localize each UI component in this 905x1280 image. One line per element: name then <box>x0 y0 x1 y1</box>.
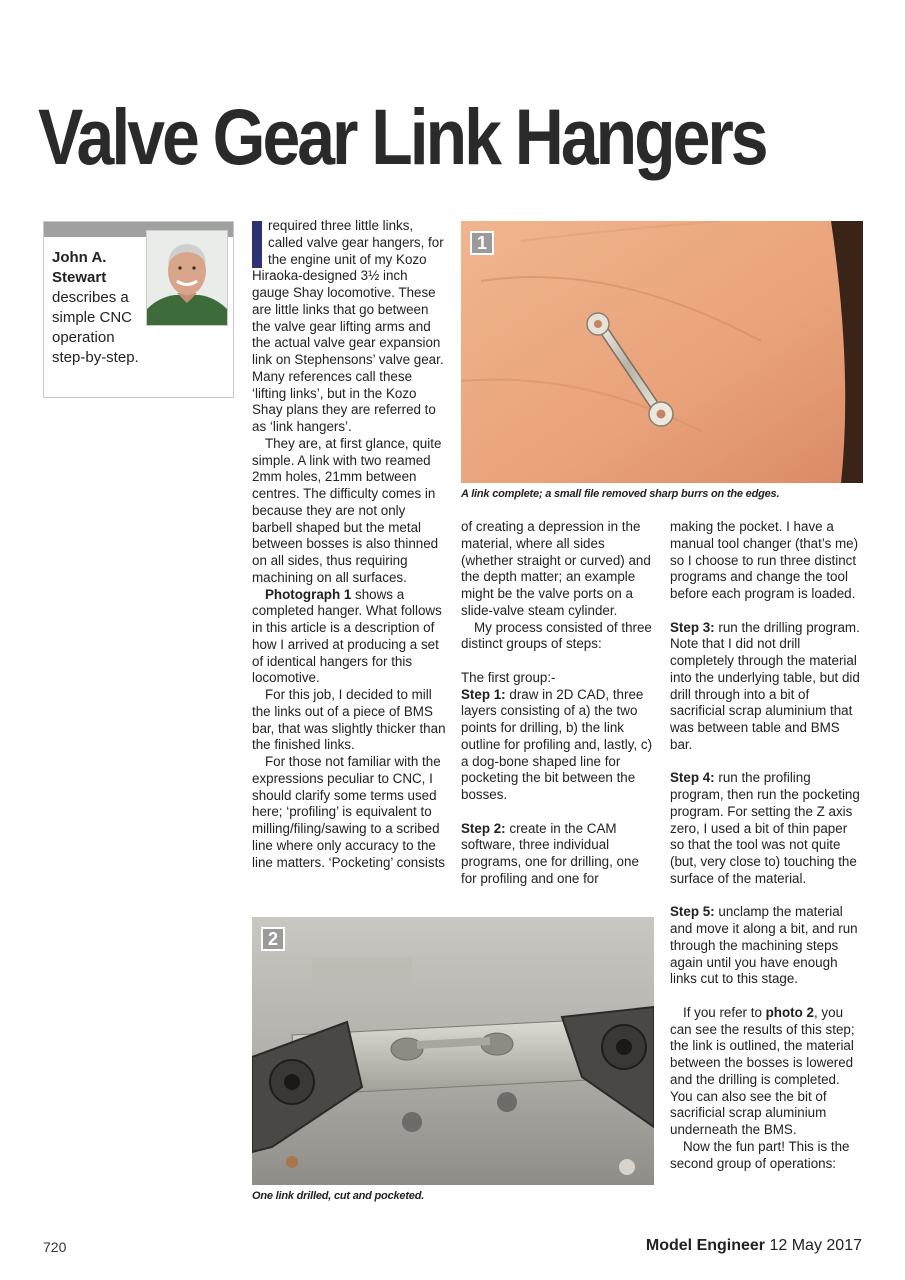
paragraph <box>252 587 446 688</box>
paragraph-text: , you can see the results of this step; the link is outlined, the material between the bosses is lowered and the drilling is completed. You can also see the bit of sacrificial scrap aluminium underneath the BMS. <box>670 1004 855 1137</box>
photo-reference: Photograph 1 <box>265 586 352 602</box>
photo-2-caption: One link drilled, cut and pocketed. <box>252 1190 425 1202</box>
author-blurb <box>52 248 148 368</box>
paragraph: of creating a depression in the material, where all sides (whether straight or curved) and the depth matter; an example might be the valve ports on a slide-valve steam cylinder. <box>461 519 651 618</box>
step-text: draw in 2D CAD, three layers consisting of a) the two points for drilling, b) the link outline for profiling and, lastly, c) a dog-bone shaped line for pocketing the bit between the bosses. <box>461 686 653 802</box>
paragraph: Now the fun part! This is the second group of operations: <box>670 1138 850 1171</box>
paragraph: For those not familiar with the expressions peculiar to CNC, I should clarify some terms used here; ‘profiling’ is equivalent to milling/filing/sawing to a scribed line where only accuracy to the line matters. ‘Pocketing’ consists <box>252 754 446 870</box>
author-box <box>43 221 234 398</box>
step-1 <box>461 687 656 804</box>
step-label: Step 4: <box>670 770 715 786</box>
article-title: Valve Gear Link Hangers <box>38 92 766 181</box>
paragraph-text: If you refer to <box>683 1004 766 1020</box>
step-label: Step 5: <box>670 904 715 920</box>
step-text: run the profiling program, then run the pocketing program. For setting the Z axis zero, I used a bit of thin paper so that the tool was not quite (but, very close to) touching the surface of the material. <box>670 770 860 886</box>
photo-reference: photo 2 <box>765 1004 814 1020</box>
step-5 <box>670 904 864 988</box>
photo-1-link-on-palm <box>461 221 863 483</box>
step-4 <box>670 770 864 887</box>
paragraph: making the pocket. I have a manual tool changer (that’s me) so I choose to run three distinct programs and change the tool before each program is loaded. <box>670 519 859 601</box>
photo-number-badge: 1 <box>470 231 494 255</box>
body-column-1 <box>252 218 446 871</box>
paragraph-text: shows a completed hanger. What follows in this article is a description of how I arrived at producing a set of identical hangers for this locomotive. <box>252 586 442 686</box>
paragraph: The first group:- <box>461 669 556 685</box>
paragraph: For this job, I decided to mill the links out of a piece of BMS bar, that was slightly thicker than the finished links. <box>252 687 446 753</box>
step-text: unclamp the material and move it along a bit, and run through the machining steps again until you have enough links cut to this stage. <box>670 904 858 987</box>
author-name: John A. Stewart <box>52 249 107 286</box>
footer-publication <box>646 1237 862 1255</box>
step-label: Step 1: <box>461 686 506 702</box>
magazine-name: Model Engineer <box>645 1237 766 1254</box>
paragraph: They are, at first glance, quite simple. A link with two reamed 2mm holes, 21mm between centres. The difficulty comes in because they are not only barbell shaped but the metal between bosses is also thinned on all sides, thus requiring machining on all surfaces. <box>252 435 442 585</box>
photo-2-machined-bar <box>252 917 654 1185</box>
paragraph <box>670 1005 864 1139</box>
issue-date: 12 May 2017 <box>769 1237 862 1254</box>
body-column-3 <box>670 519 864 1172</box>
author-tagline: describes a simple CNC operation step-by-step. <box>52 289 139 366</box>
body-column-2 <box>461 519 656 888</box>
photo-1-caption: A link complete; a small file removed sharp burrs on the edges. <box>461 488 780 500</box>
step-3 <box>670 620 864 754</box>
step-2 <box>461 821 656 888</box>
photo-number-badge: 2 <box>261 927 285 951</box>
page-number: 720 <box>43 1239 67 1255</box>
paragraph: My process consisted of three distinct groups of steps: <box>461 619 652 652</box>
paragraph-intro: required three little links, called valve gear hangers, for the engine unit of my Kozo Hiraoka-designed 3½ inch gauge Shay locomotive. These are little links that go between the valve gear lifting arms and the actual valve gear expansion link on Stephensons’ valve gear. Many references call these ‘lifting links’, but in the Kozo Shay plans they are referred to as ‘link hangers’. <box>252 218 444 434</box>
step-label: Step 2: <box>461 820 506 836</box>
step-text: run the drilling program. Note that I did not drill completely through the material into the underlying table, but did drill through into a bit of sacrificial scrap aluminium that was between table and BMS bar. <box>670 619 860 752</box>
author-portrait <box>146 230 228 326</box>
drop-cap-bar <box>252 221 262 268</box>
step-text: create in the CAM software, three individual programs, one for drilling, one for profiling and one for <box>461 820 639 886</box>
step-label: Step 3: <box>670 619 715 635</box>
